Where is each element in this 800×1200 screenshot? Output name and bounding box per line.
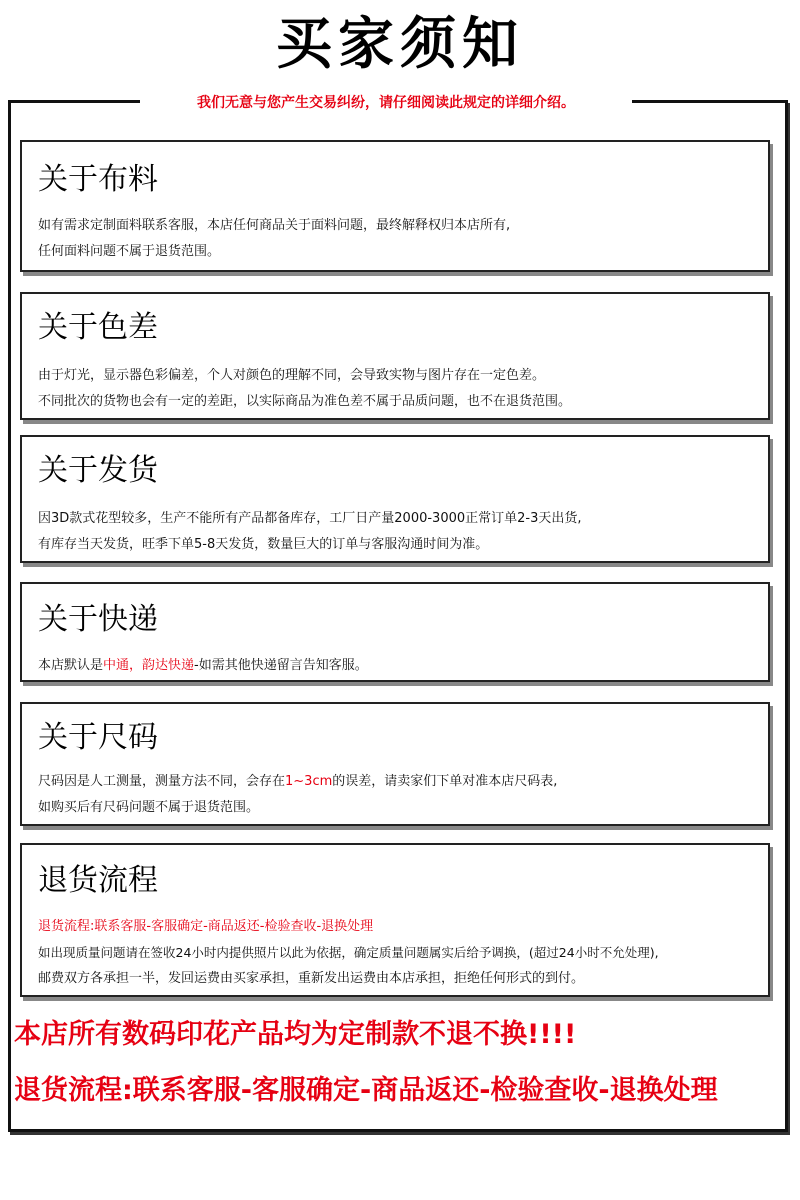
size-highlight: 1~3cm (285, 774, 333, 789)
section-text: 任何面料问题不属于退货范围。 (38, 244, 221, 259)
section-size (20, 702, 770, 826)
courier-prefix: 本店默认是 (38, 658, 104, 673)
section-heading: 关于快递 (38, 602, 158, 637)
section-return-process (20, 843, 770, 997)
section-heading: 退货流程 (38, 863, 158, 898)
section-text: 因3D款式花型较多，生产不能所有产品都备库存，工厂日产量2000-3000正常订单2-3天出货, (38, 511, 582, 526)
return-process-notice: 退货流程:联系客服-客服确定-商品返还-检验查收-退换处理 (14, 1075, 718, 1106)
section-text: 有库存当天发货，旺季下单5-8天发货，数量巨大的订单与客服沟通时间为准。 (38, 537, 489, 552)
section-text (38, 656, 368, 676)
section-heading: 关于色差 (38, 310, 158, 345)
courier-highlight: 中通，韵达快递 (103, 658, 195, 673)
section-text: 如购买后有尺码问题不属于退货范围。 (38, 800, 260, 815)
custom-product-notice: 本店所有数码印花产品均为定制款不退不换!!!! (14, 1019, 577, 1050)
section-text: 邮费双方各承担一半，发回运费由买家承担，重新发出运费由本店承担，拒绝任何形式的到付。 (38, 971, 585, 986)
section-text: 由于灯光，显示器色彩偏差，个人对颜色的理解不同，会导致实物与图片存在一定色差。 (38, 368, 546, 383)
subtitle: 我们无意与您产生交易纠纷，请仔细阅读此规定的详细介绍。 (140, 90, 632, 116)
section-color-difference (20, 292, 770, 420)
size-prefix: 尺码因是人工测量，测量方法不同，会存在 (38, 774, 286, 789)
section-heading: 关于布料 (38, 162, 158, 197)
page-title: 买家须知 (276, 12, 524, 77)
section-text: 不同批次的货物也会有一定的差距，以实际商品为准色差不属于品质问题，也不在退货范围。 (38, 394, 572, 409)
section-shipping (20, 435, 770, 563)
section-text: 如有需求定制面料联系客服，本店任何商品关于面料问题，最终解释权归本店所有, (38, 218, 511, 233)
return-process-steps: 退货流程:联系客服-客服确定-商品返还-检验查收-退换处理 (38, 919, 374, 934)
section-text: 如出现质量问题请在签收24小时内提供照片以此为依据，确定质量问题属实后给予调换，(超过24小时不允处理), (38, 945, 659, 960)
section-text (38, 772, 557, 792)
section-heading: 关于尺码 (38, 720, 158, 755)
section-courier (20, 582, 770, 682)
size-suffix: 的误差，请卖家们下单对准本店尺码表, (332, 774, 558, 789)
section-heading: 关于发货 (38, 453, 158, 488)
courier-suffix: -如需其他快递留言告知客服。 (194, 658, 368, 673)
section-fabric (20, 140, 770, 272)
